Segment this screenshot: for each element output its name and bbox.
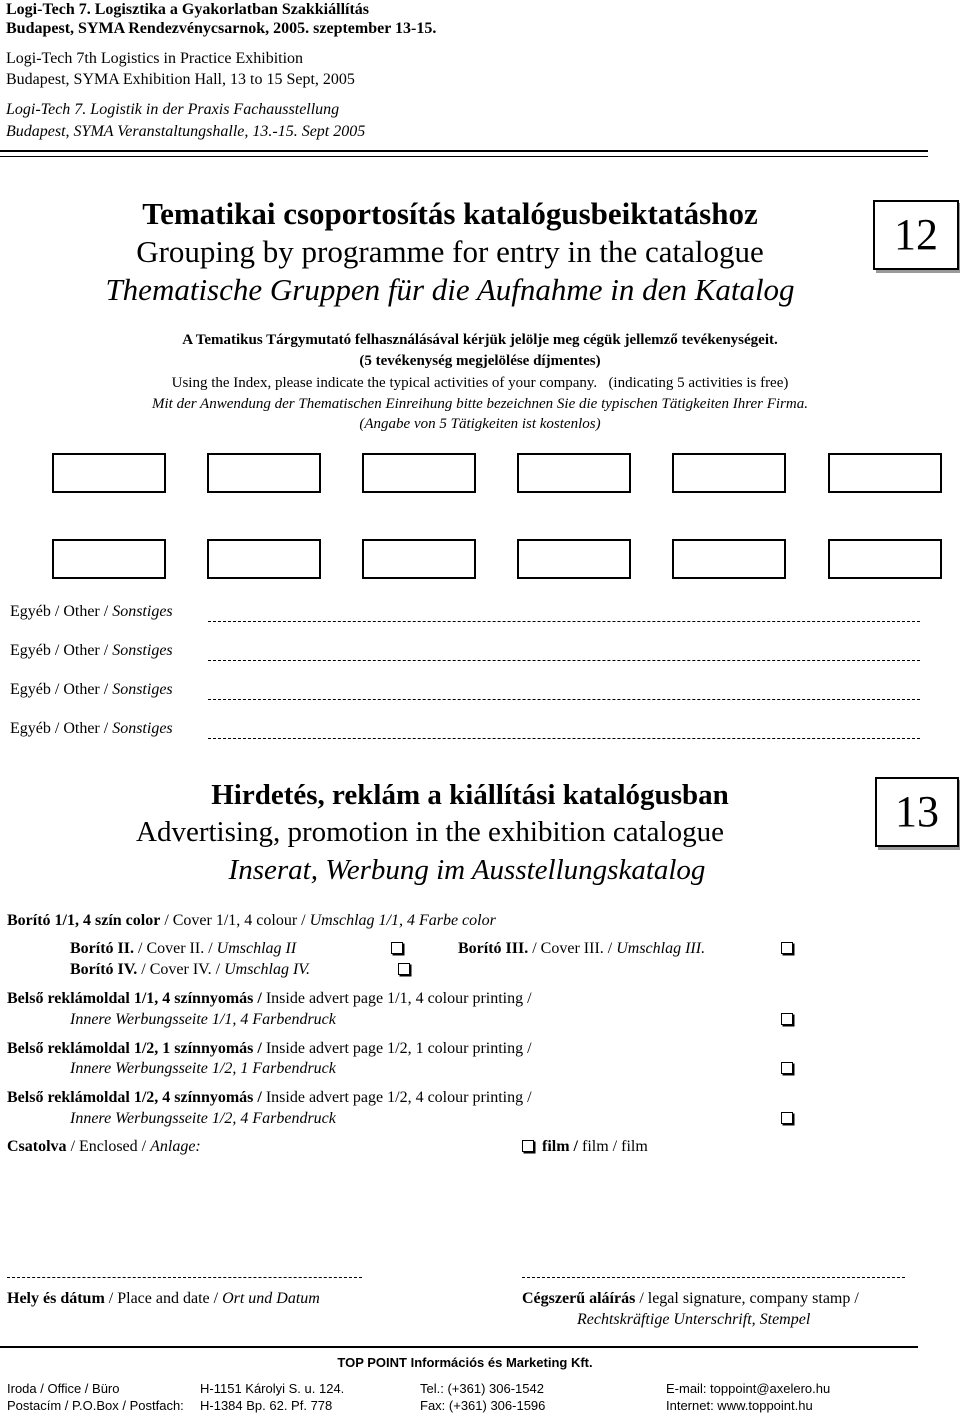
signature-line[interactable] — [522, 1277, 905, 1278]
other-row-4-line[interactable] — [208, 738, 920, 739]
footer-internet: Internet: www.toppoint.hu — [666, 1398, 813, 1413]
activity-code-box-1[interactable] — [52, 453, 166, 493]
section12-instruction-de-2: (Angabe von 5 Tätigkeiten ist kostenlos) — [359, 416, 601, 432]
inside-1-1-4c-de: Innere Werbungsseite 1/1, 4 Farbendruck — [70, 1011, 336, 1028]
section12-title-hu: Tematikai csoportosítás katalógusbeiktatáshoz — [142, 196, 758, 231]
activity-code-box-10[interactable] — [517, 539, 631, 579]
header-line-en-1: Logi-Tech 7th Logistics in Practice Exhibition — [6, 50, 304, 67]
header-line-hu-2: Budapest, SYMA Rendezvénycsarnok, 2005. szeptember 13-15. — [6, 20, 437, 37]
footer-office-label: Iroda / Office / Büro — [7, 1381, 120, 1396]
cover-3-label: Borító III. / Cover III. / Umschlag III. — [458, 940, 706, 957]
signature-label: Cégszerű aláírás / legal signature, company stamp / — [522, 1290, 859, 1307]
other-row-3-line[interactable] — [208, 699, 920, 700]
inside-1-2-1c-de: Innere Werbungsseite 1/2, 1 Farbendruck — [70, 1060, 336, 1077]
footer-fax: Fax: (+361) 306-1596 — [420, 1398, 546, 1413]
other-row-1-line[interactable] — [208, 621, 920, 622]
activity-code-box-9[interactable] — [362, 539, 476, 579]
header-line-en-2: Budapest, SYMA Exhibition Hall, 13 to 15 Sept, 2005 — [6, 71, 355, 88]
activity-code-box-2[interactable] — [207, 453, 321, 493]
place-date-line[interactable] — [7, 1277, 362, 1278]
header-rule-1 — [0, 150, 928, 152]
header-rule-2 — [0, 156, 928, 157]
activity-code-box-5[interactable] — [672, 453, 786, 493]
section12-number-box: 12 — [873, 200, 959, 270]
cover-4-label: Borító IV. / Cover IV. / Umschlag IV. — [70, 961, 310, 978]
footer-postal-address: H-1384 Bp. 62. Pf. 778 — [200, 1398, 333, 1413]
section12-instruction-hu-1: A Tematikus Tárgymutató felhasználásával kérjük jelölje meg cégük jellemző tevékenységeit. — [182, 332, 778, 348]
activity-code-box-4[interactable] — [517, 453, 631, 493]
section13-title-hu: Hirdetés, reklám a kiállítási katalógusban — [211, 779, 729, 811]
section12-title-de: Thematische Gruppen für die Aufnahme in den Katalog — [105, 272, 795, 307]
section12-title-en: Grouping by programme for entry in the catalogue — [136, 234, 764, 269]
activity-code-box-11[interactable] — [672, 539, 786, 579]
section12-instruction-en: Using the Index, please indicate the typical activities of your company. (indicating 5 activities is free) — [171, 375, 789, 391]
inside-1-1-4c-label: Belső reklámoldal 1/1, 4 színnyomás / Inside advert page 1/1, 4 colour printing / — [7, 990, 532, 1007]
other-row-2: Egyéb / Other / Sonstiges — [10, 642, 173, 659]
section13-title-en: Advertising, promotion in the exhibition catalogue — [136, 816, 724, 848]
footer-tel: Tel.: (+361) 306-1542 — [420, 1381, 544, 1396]
cover-1-1-option: Borító 1/1, 4 szín color / Cover 1/1, 4 colour / Umschlag 1/1, 4 Farbe color — [7, 912, 496, 929]
cover-2-label: Borító II. / Cover II. / Umschlag II — [70, 940, 297, 957]
footer-postal-label: Postacím / P.O.Box / Postfach: — [7, 1398, 184, 1413]
inside-1-2-4c-label: Belső reklámoldal 1/2, 4 színnyomás / Inside advert page 1/2, 4 colour printing / — [7, 1089, 532, 1106]
other-row-4: Egyéb / Other / Sonstiges — [10, 720, 173, 737]
inside-1-1-4c-checkbox[interactable] — [781, 1013, 793, 1025]
cover-4-checkbox[interactable] — [398, 963, 410, 975]
cover-3-checkbox[interactable] — [781, 942, 793, 954]
inside-1-2-1c-checkbox[interactable] — [781, 1062, 793, 1074]
header-line-hu-1: Logi-Tech 7. Logisztika a Gyakorlatban Szakkiállítás — [6, 1, 370, 18]
footer-company: TOP POINT Információs és Marketing Kft. — [337, 1355, 593, 1370]
cover-2-checkbox[interactable] — [391, 942, 403, 954]
activity-code-box-6[interactable] — [828, 453, 942, 493]
footer-rule — [0, 1346, 918, 1348]
header-line-de-2: Budapest, SYMA Veranstaltungshalle, 13.-15. Sept 2005 — [6, 123, 366, 140]
activity-code-box-7[interactable] — [52, 539, 166, 579]
footer-office-address: H-1151 Károlyi S. u. 124. — [200, 1381, 345, 1396]
activity-code-box-8[interactable] — [207, 539, 321, 579]
inside-1-2-4c-checkbox[interactable] — [781, 1112, 793, 1124]
section13-number-box: 13 — [875, 777, 959, 847]
film-checkbox[interactable] — [522, 1140, 534, 1152]
footer-email: E-mail: toppoint@axelero.hu — [666, 1381, 831, 1396]
other-row-2-line[interactable] — [208, 660, 920, 661]
activity-code-box-12[interactable] — [828, 539, 942, 579]
other-row-3: Egyéb / Other / Sonstiges — [10, 681, 173, 698]
enclosed-label: Csatolva / Enclosed / Anlage: — [7, 1138, 201, 1155]
film-label: film / film / film — [542, 1138, 648, 1155]
activity-code-box-3[interactable] — [362, 453, 476, 493]
header-line-de-1: Logi-Tech 7. Logistik in der Praxis Fachausstellung — [6, 101, 340, 118]
signature-label-de: Rechtskräftige Unterschrift, Stempel — [577, 1311, 811, 1328]
place-date-label: Hely és dátum / Place and date / Ort und Datum — [7, 1290, 320, 1307]
section12-instruction-hu-2: (5 tevékenység megjelölése díjmentes) — [359, 353, 601, 369]
section12-instruction-de-1: Mit der Anwendung der Thematischen Einreihung bitte bezeichnen Sie die typischen Tätigkeiten Ihrer Firma. — [152, 396, 808, 412]
other-row-1: Egyéb / Other / Sonstiges — [10, 603, 173, 620]
inside-1-2-1c-label: Belső reklámoldal 1/2, 1 színnyomás / Inside advert page 1/2, 1 colour printing / — [7, 1040, 532, 1057]
inside-1-2-4c-de: Innere Werbungsseite 1/2, 4 Farbendruck — [70, 1110, 336, 1127]
section13-title-de: Inserat, Werbung im Ausstellungskatalog — [228, 854, 706, 886]
